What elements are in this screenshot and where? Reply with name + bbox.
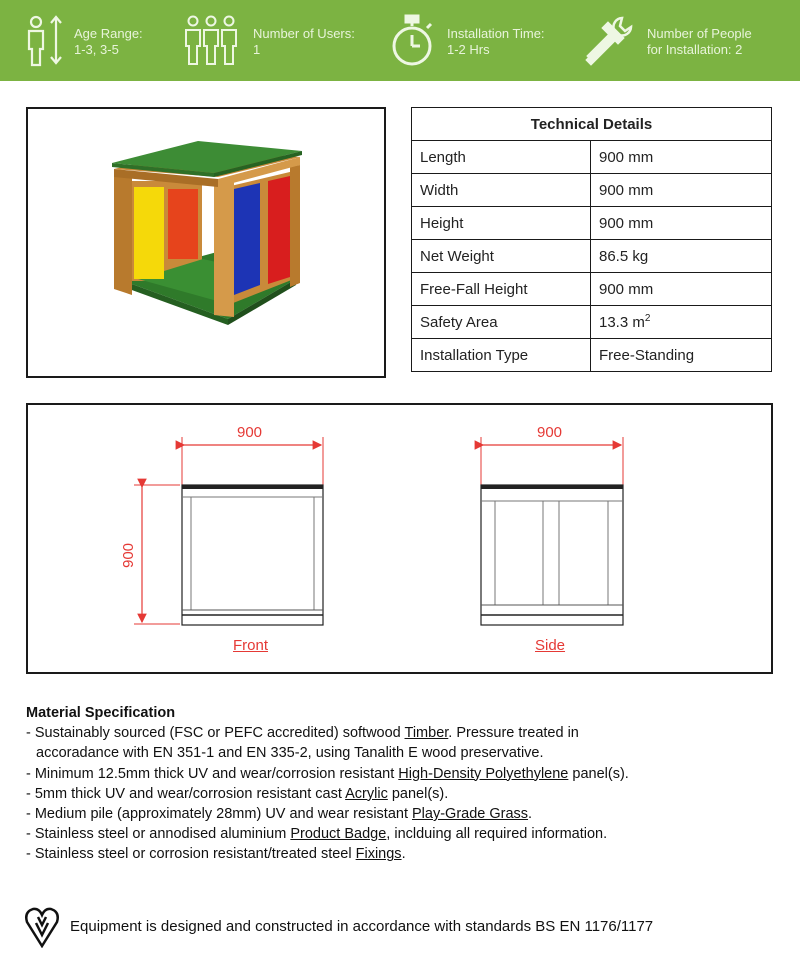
table-row bbox=[412, 306, 772, 339]
drawings-box bbox=[26, 403, 773, 674]
spec-text: - Sustainably sourced (FSC or PEFC accredited) softwood bbox=[26, 725, 405, 742]
spec-text: . bbox=[401, 846, 406, 863]
spec-text: . bbox=[528, 806, 533, 823]
spec-text: - Medium pile (approximately 28mm) UV and wear resistant bbox=[26, 806, 412, 823]
table-row bbox=[412, 240, 772, 273]
table-row bbox=[412, 174, 772, 207]
material-specification bbox=[26, 703, 786, 865]
side-drawing bbox=[481, 437, 623, 625]
spec-link-badge[interactable]: Product Badge bbox=[290, 826, 387, 843]
row-value: 900 mm bbox=[591, 207, 772, 240]
age-range-icon bbox=[26, 12, 66, 75]
tools-icon bbox=[578, 12, 634, 75]
row-label: Installation Type bbox=[412, 339, 591, 372]
spec-line bbox=[26, 784, 786, 804]
installation-time-label: Installation Time: bbox=[447, 26, 545, 41]
installers-value: for Installation: 2 bbox=[647, 42, 743, 57]
spec-line bbox=[26, 844, 786, 864]
stopwatch-icon bbox=[388, 12, 436, 75]
spec-line bbox=[26, 743, 786, 763]
spec-line bbox=[26, 824, 786, 844]
info-banner bbox=[0, 0, 800, 81]
age-range-value: 1-3, 3-5 bbox=[74, 42, 119, 57]
row-value: Free-Standing bbox=[591, 339, 772, 372]
bsi-kitemark-icon bbox=[24, 906, 60, 953]
spec-link-fixings[interactable]: Fixings bbox=[355, 846, 402, 863]
material-specification-title: Material Specification bbox=[26, 705, 176, 721]
installers-label: Number of People bbox=[647, 26, 752, 41]
spec-link-timber[interactable]: Timber bbox=[404, 725, 449, 742]
front-height-dimension: 900 bbox=[120, 542, 138, 569]
spec-line bbox=[26, 804, 786, 824]
spec-text: panel(s). bbox=[568, 765, 629, 782]
row-label: Height bbox=[412, 207, 591, 240]
row-label: Safety Area bbox=[412, 306, 591, 339]
technical-drawings bbox=[28, 405, 771, 672]
safety-area-value: 13.3 m bbox=[599, 314, 645, 331]
spec-text: - Minimum 12.5mm thick UV and wear/corrosion resistant bbox=[26, 765, 399, 782]
table-row bbox=[412, 339, 772, 372]
spec-link-hdpe[interactable]: High-Density Polyethylene bbox=[398, 765, 569, 782]
row-value bbox=[591, 306, 772, 339]
row-value: 900 mm bbox=[591, 174, 772, 207]
row-label: Net Weight bbox=[412, 240, 591, 273]
row-value: 900 mm bbox=[591, 273, 772, 306]
spec-text: , inclduing all required information. bbox=[386, 826, 608, 843]
front-label: Front bbox=[233, 637, 269, 654]
spec-text: - Stainless steel or corrosion resistant/treated steel bbox=[26, 846, 356, 863]
unit-superscript: 2 bbox=[644, 313, 651, 324]
product-image-box bbox=[26, 107, 386, 378]
table-row bbox=[412, 141, 772, 174]
side-label: Side bbox=[535, 637, 566, 654]
row-label: Length bbox=[412, 141, 591, 174]
users-icon bbox=[183, 12, 239, 75]
row-value: 86.5 kg bbox=[591, 240, 772, 273]
front-width-dimension: 900 bbox=[237, 424, 263, 441]
row-value: 900 mm bbox=[591, 141, 772, 174]
technical-details-table bbox=[411, 107, 772, 372]
spec-link-acrylic[interactable]: Acrylic bbox=[345, 785, 388, 802]
front-drawing bbox=[134, 437, 323, 625]
table-row bbox=[412, 273, 772, 306]
table-row bbox=[412, 207, 772, 240]
spec-text: - 5mm thick UV and wear/corrosion resistant cast bbox=[26, 785, 346, 802]
spec-line bbox=[26, 723, 786, 743]
users-label: Number of Users: bbox=[253, 26, 355, 41]
spec-text: panel(s). bbox=[387, 785, 449, 802]
spec-text: - Stainless steel or annodised aluminium bbox=[26, 826, 291, 843]
technical-details-title: Technical Details bbox=[412, 108, 772, 141]
row-label: Free-Fall Height bbox=[412, 273, 591, 306]
spec-text: accoradance with EN 351-1 and EN 335-2, using Tanalith E wood preservative. bbox=[36, 745, 544, 762]
installation-time-value: 1-2 Hrs bbox=[447, 42, 490, 57]
spec-text: . Pressure treated in bbox=[448, 725, 579, 742]
sensory-cube-image bbox=[28, 109, 384, 376]
users-value: 1 bbox=[253, 42, 261, 57]
row-label: Width bbox=[412, 174, 591, 207]
spec-link-grass[interactable]: Play-Grade Grass bbox=[412, 806, 529, 823]
age-range-label: Age Range: bbox=[74, 26, 143, 41]
spec-line bbox=[26, 764, 786, 784]
standards-statement: Equipment is designed and constructed in accordance with standards BS EN 1176/1177 bbox=[70, 918, 654, 935]
side-width-dimension: 900 bbox=[537, 424, 563, 441]
